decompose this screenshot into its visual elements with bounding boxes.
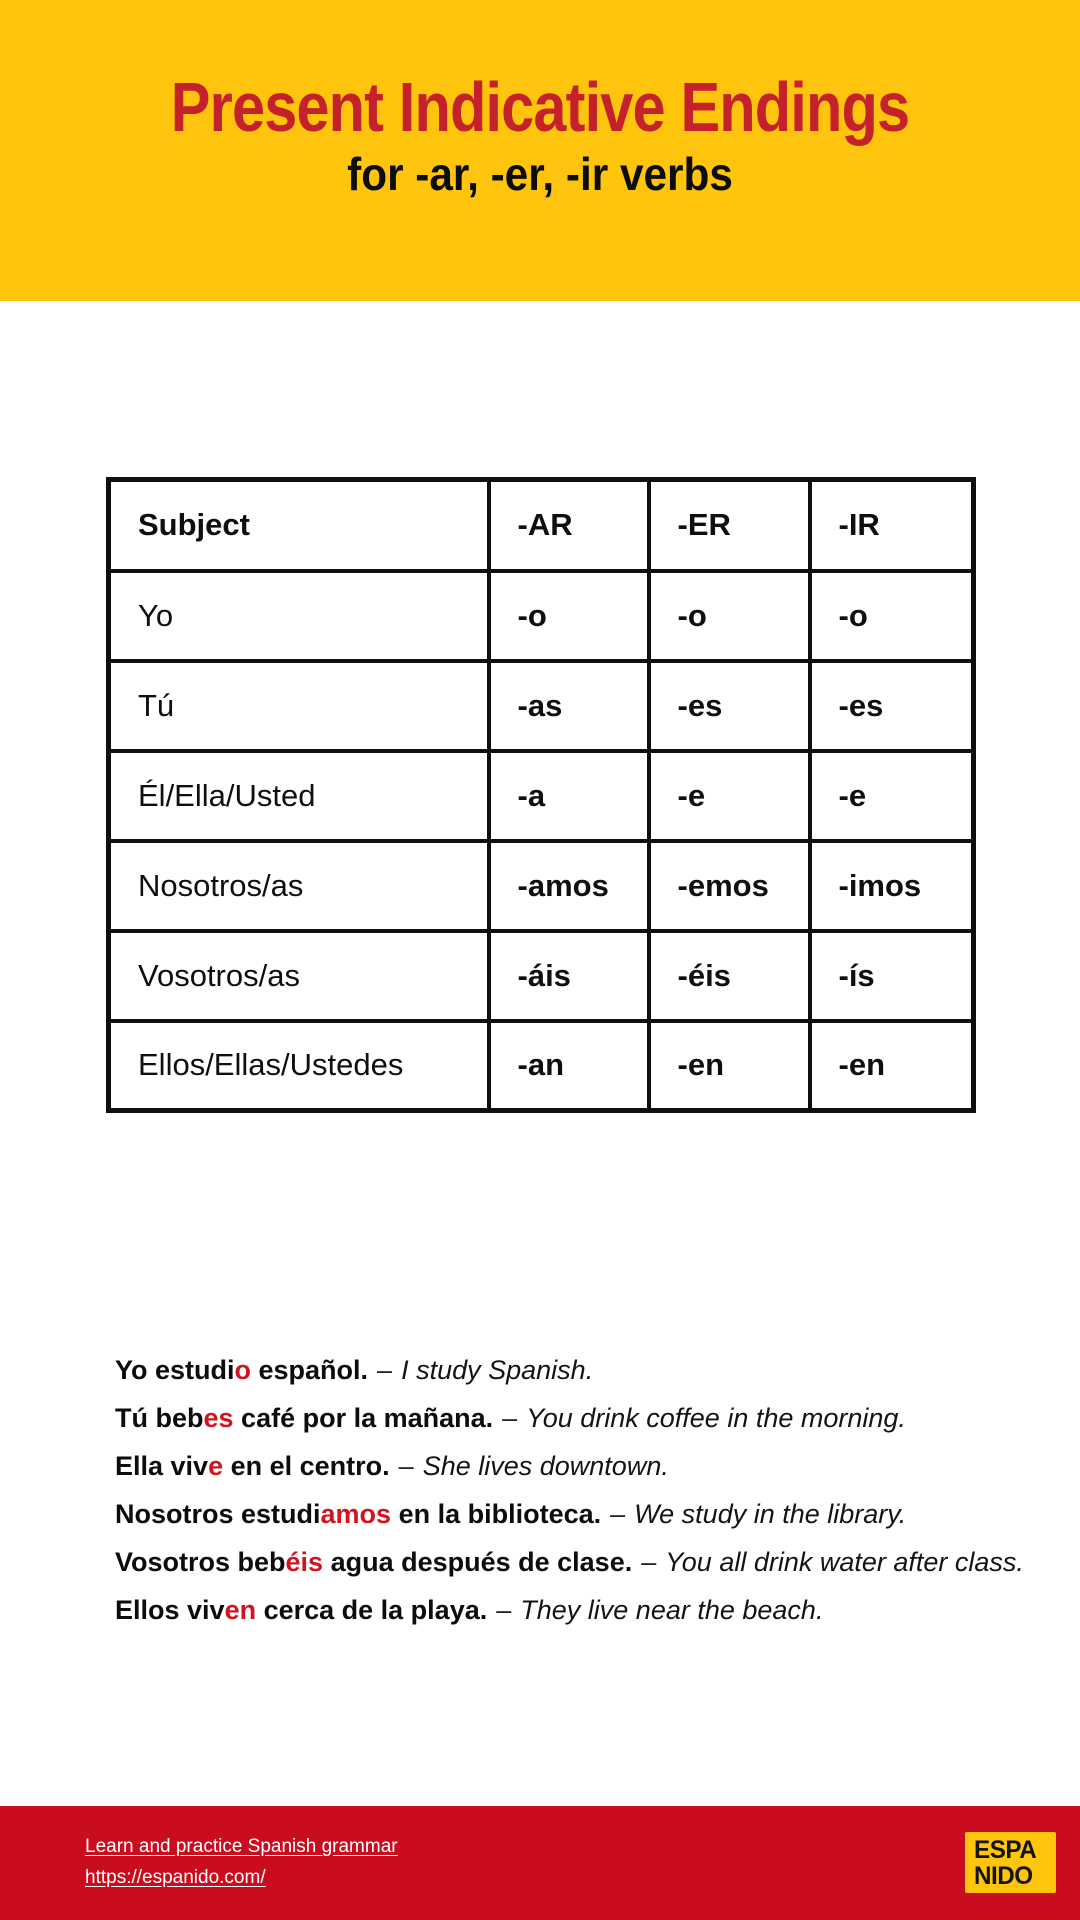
spanish-text: cerca de la playa.: [256, 1595, 488, 1625]
english-translation: You drink coffee in the morning.: [526, 1403, 906, 1433]
dash-separator: –: [502, 1403, 518, 1433]
ir-ending-cell: -es: [810, 661, 974, 751]
footer-links: [85, 1831, 398, 1893]
subject-cell: Nosotros/as: [109, 841, 489, 931]
example-sentence: [115, 1346, 1065, 1394]
ar-ending-cell: -áis: [489, 931, 649, 1021]
er-ending-cell: -éis: [649, 931, 810, 1021]
ir-ending-cell: -o: [810, 571, 974, 661]
table-row-ellos: [109, 1021, 974, 1111]
verb-ending-highlight: éis: [285, 1547, 324, 1577]
table-header-row: [109, 480, 974, 571]
er-ending-cell: -o: [649, 571, 810, 661]
footer-url-link[interactable]: https://espanido.com/: [85, 1867, 266, 1888]
table-row-tu: [109, 661, 974, 751]
verb-ending-highlight: o: [234, 1355, 252, 1385]
spanish-text: en el centro.: [223, 1451, 390, 1481]
column-header-er: -ER: [649, 480, 810, 571]
er-ending-cell: -e: [649, 751, 810, 841]
example-sentence: [115, 1394, 1065, 1442]
ar-ending-cell: -amos: [489, 841, 649, 931]
ar-ending-cell: -a: [489, 751, 649, 841]
english-translation: She lives downtown.: [422, 1451, 669, 1481]
dash-separator: –: [377, 1355, 393, 1385]
ir-ending-cell: -en: [810, 1021, 974, 1111]
ar-ending-cell: -an: [489, 1021, 649, 1111]
column-header-ar: -AR: [489, 480, 649, 571]
example-sentence: [115, 1490, 1065, 1538]
spanish-text: Yo estudi: [115, 1355, 235, 1385]
example-sentence: [115, 1586, 1065, 1634]
er-ending-cell: -en: [649, 1021, 810, 1111]
example-sentences: [115, 1346, 1065, 1634]
spanish-text: Ellos viv: [115, 1595, 225, 1625]
ar-ending-cell: -o: [489, 571, 649, 661]
spanish-text: Ella viv: [115, 1451, 209, 1481]
er-ending-cell: -emos: [649, 841, 810, 931]
ir-ending-cell: -imos: [810, 841, 974, 931]
example-sentence: [115, 1538, 1065, 1586]
verb-ending-highlight: es: [203, 1403, 234, 1433]
table-row-el-ella-usted: [109, 751, 974, 841]
spanish-text: Nosotros estudi: [115, 1499, 321, 1529]
dash-separator: –: [398, 1451, 414, 1481]
footer-tagline-link[interactable]: Learn and practice Spanish grammar: [85, 1836, 398, 1857]
footer-banner: [0, 1806, 1080, 1920]
spanish-text: Vosotros beb: [115, 1547, 286, 1577]
ar-ending-cell: -as: [489, 661, 649, 751]
espanido-logo: [965, 1832, 1056, 1893]
ir-ending-cell: -ís: [810, 931, 974, 1021]
spanish-text: Tú beb: [115, 1403, 204, 1433]
spanish-text: café por la mañana.: [233, 1403, 494, 1433]
header-banner: [0, 0, 1080, 301]
spanish-text: español.: [251, 1355, 369, 1385]
logo-text-top: ESPA: [974, 1836, 1037, 1864]
english-translation: I study Spanish.: [401, 1355, 594, 1385]
page-title: Present Indicative Endings: [170, 68, 910, 146]
english-translation: You all drink water after class.: [665, 1547, 1024, 1577]
column-header-subject: Subject: [109, 480, 489, 571]
er-ending-cell: -es: [649, 661, 810, 751]
dash-separator: –: [610, 1499, 626, 1529]
subject-cell: Vosotros/as: [109, 931, 489, 1021]
table-row-vosotros: [109, 931, 974, 1021]
logo-text-bottom: NIDO: [974, 1862, 1033, 1890]
spanish-text: agua después de clase.: [323, 1547, 633, 1577]
english-translation: We study in the library.: [634, 1499, 907, 1529]
ir-ending-cell: -e: [810, 751, 974, 841]
column-header-ir: -IR: [810, 480, 974, 571]
subject-cell: Tú: [109, 661, 489, 751]
subject-cell: Ellos/Ellas/Ustedes: [109, 1021, 489, 1111]
dash-separator: –: [496, 1595, 512, 1625]
example-sentence: [115, 1442, 1065, 1490]
spanish-text: en la biblioteca.: [391, 1499, 602, 1529]
subject-cell: Yo: [109, 571, 489, 661]
endings-table: [106, 477, 976, 1113]
verb-ending-highlight: amos: [320, 1499, 392, 1529]
page-subtitle: for -ar, -er, -ir verbs: [347, 148, 733, 200]
english-translation: They live near the beach.: [520, 1595, 824, 1625]
verb-ending-highlight: en: [224, 1595, 257, 1625]
table-row-yo: [109, 571, 974, 661]
verb-ending-highlight: e: [208, 1451, 224, 1481]
subject-cell: Él/Ella/Usted: [109, 751, 489, 841]
dash-separator: –: [641, 1547, 657, 1577]
table-row-nosotros: [109, 841, 974, 931]
